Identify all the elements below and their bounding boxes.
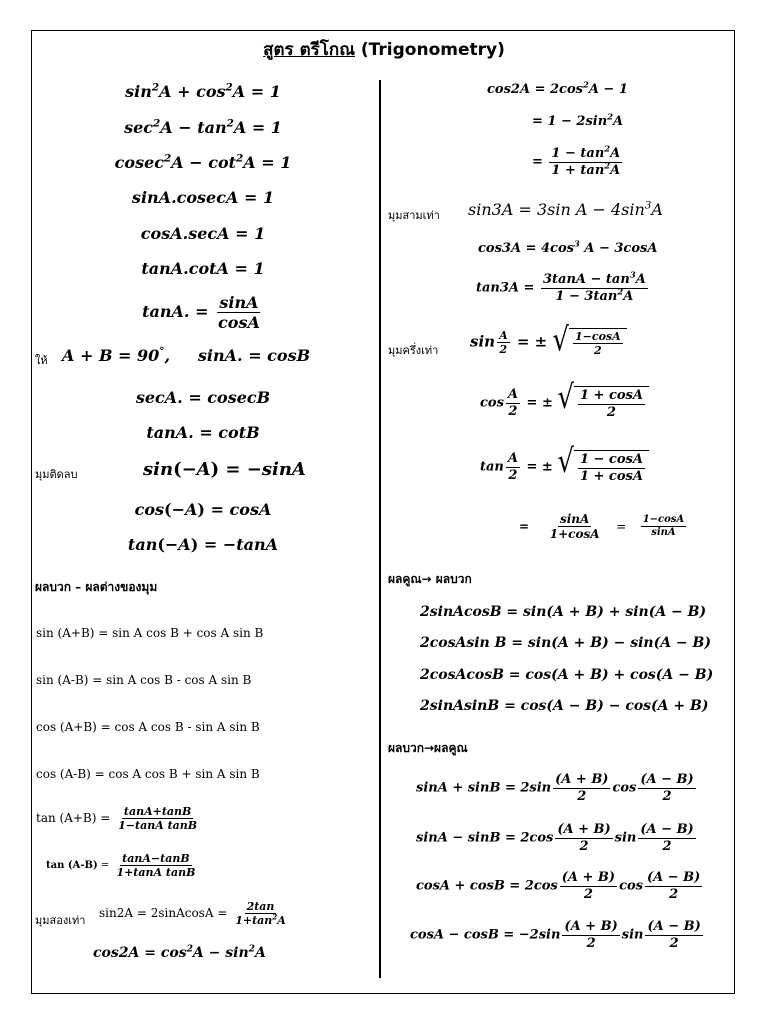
formula-cos-diff: cos (A-B) = cos A cos B + sin A sin B: [36, 767, 260, 781]
formula-half-sin: sin $\frac{A}{2}$ = ± √ $\frac{1-\cos A}{2}$: [470, 328, 627, 357]
formula-double-sin: sin2A = 2sinAcosA = $\frac{2\tan}{1+\tan^2A}$: [99, 900, 286, 928]
formula-triple-sin: sin3A = 3sin $A - 4\sin^3A$: [468, 199, 663, 219]
formula-sin-sum: sin (A+B) = sin A cos B + cos A sin B: [36, 626, 264, 640]
page-title: สูตร ตรีโกณ (Trigonometry): [263, 40, 505, 60]
heading-sum-to-product: ผลบวก→ผลคูณ: [388, 741, 468, 755]
formula-tan-diff: tan (A-B) = $\frac{\tan A-\tan B}{\text{1+tanA tanB}}$: [46, 852, 196, 880]
formula-triple-cos: $\cos 3A = 4\cos^3$ A − 3cosA: [478, 238, 658, 256]
formula-sin-diff: sin (A-B) = sin A cos B - cos A sin B: [36, 673, 252, 687]
complementary-sin-cos: A + B = 90°, sinA. = cosB: [62, 345, 311, 365]
label-double-angle: มุมสองเท่า: [35, 914, 86, 927]
heading-sum-difference: ผลบวก – ผลต่างของมุม: [35, 580, 158, 594]
complementary-sec-cosec: secA. = cosecB: [135, 388, 271, 407]
label-half-angle: มุมครึ่งเท่า: [388, 344, 439, 357]
label-negative-angle: มุมติดลบ: [35, 468, 78, 481]
label-given: ให้: [35, 354, 48, 367]
formula-double-cos-2: $\cos 2A = 2\cos^2A - 1$: [487, 79, 628, 97]
identity-cosec-cot: $cosec^2A - \cot^2A = 1$: [114, 152, 292, 172]
negative-sin: sin(−A) = −sinA: [143, 459, 306, 480]
formula-sum-product-2: sinA − sinB = 2cos $\frac{(A + B)}{2}$ sin $\frac{(A - B)}{2}$: [416, 822, 694, 854]
label-triple-angle: มุมสามเท่า: [388, 209, 440, 222]
formula-sum-product-3: cosA + cosB = 2cos $\frac{(A + B)}{2}$ cos $\frac{(A - B)}{2}$: [416, 870, 701, 902]
formula-tan-sum: tan (A+B) = $\frac{\tan A+\tan B}{\text{1−tanA tanB}}$: [36, 805, 198, 833]
heading-product-to-sum: ผลคูณ→ ผลบวก: [388, 572, 472, 586]
formula-half-tan: tan $\frac{A}{2}$ = ± √ $\frac{1 - \cos A}{1 + \cos A}$: [480, 450, 649, 484]
tan-quotient: tanA. = $\frac{\sin A}{\cos A}$: [142, 293, 260, 333]
formula-sum-product-1: sinA + sinB = 2sin $\frac{(A + B)}{2}$ cos $\frac{(A - B)}{2}$: [416, 772, 694, 804]
reciprocal-cos-sec: cosA.secA = 1: [140, 224, 266, 243]
complementary-tan-cot: tanA. = cotB: [146, 423, 260, 442]
identity-sin-cos: $\sin^2A + \cos^2A = 1$: [125, 81, 281, 101]
formula-sum-product-4: cosA − cosB = −2sin $\frac{(A + B)}{2}$ sin $\frac{(A - B)}{2}$: [410, 919, 701, 951]
formula-cos-sum: cos (A+B) = cos A cos B - sin A sin B: [36, 720, 260, 734]
formula-product-sum-1: 2sinAcosB = sin(A + B) + sin(A − B): [420, 604, 707, 620]
formula-double-cos-3: = $1 - 2\sin^2A$: [532, 111, 624, 129]
reciprocal-tan-cot: tanA.cotA = 1: [141, 259, 265, 278]
formula-product-sum-3: 2cosAcosB = cos(A + B) + cos(A − B): [420, 667, 714, 683]
formula-triple-tan: tan3A = $\frac{3\tan A - \tan^3A}{1 - 3\tan^2A}$: [476, 269, 646, 304]
negative-cos: cos(−A) = cosA: [134, 500, 272, 519]
formula-product-sum-4: 2sinAsinB = cos(A − B) − cos(A + B): [420, 698, 709, 714]
negative-tan: tan(−A) = −tanA: [127, 535, 279, 554]
column-divider: [379, 80, 381, 978]
formula-product-sum-2: 2cosAsin B = sin(A + B) − sin(A − B): [420, 635, 711, 651]
formula-half-cos: cos $\frac{A}{2}$ = ± √ $\frac{1 + \cos A}{2}$: [480, 386, 649, 420]
formula-double-cos-1: $\cos 2A = \cos^2A - \sin^2A$: [93, 943, 266, 961]
identity-sec-tan: $\sec^2A - \tan^2A = 1$: [124, 117, 282, 137]
formula-half-tan-alt: = $\frac{\sin A}{1+\cos A}$ = $\frac{1-\cos A}{\sin A}$: [519, 512, 685, 542]
reciprocal-sin-cosec: sinA.cosecA = 1: [131, 188, 275, 207]
formula-double-cos-4: = $\frac{1 - \tan^2A}{1 + \tan^2A}$: [532, 143, 621, 178]
